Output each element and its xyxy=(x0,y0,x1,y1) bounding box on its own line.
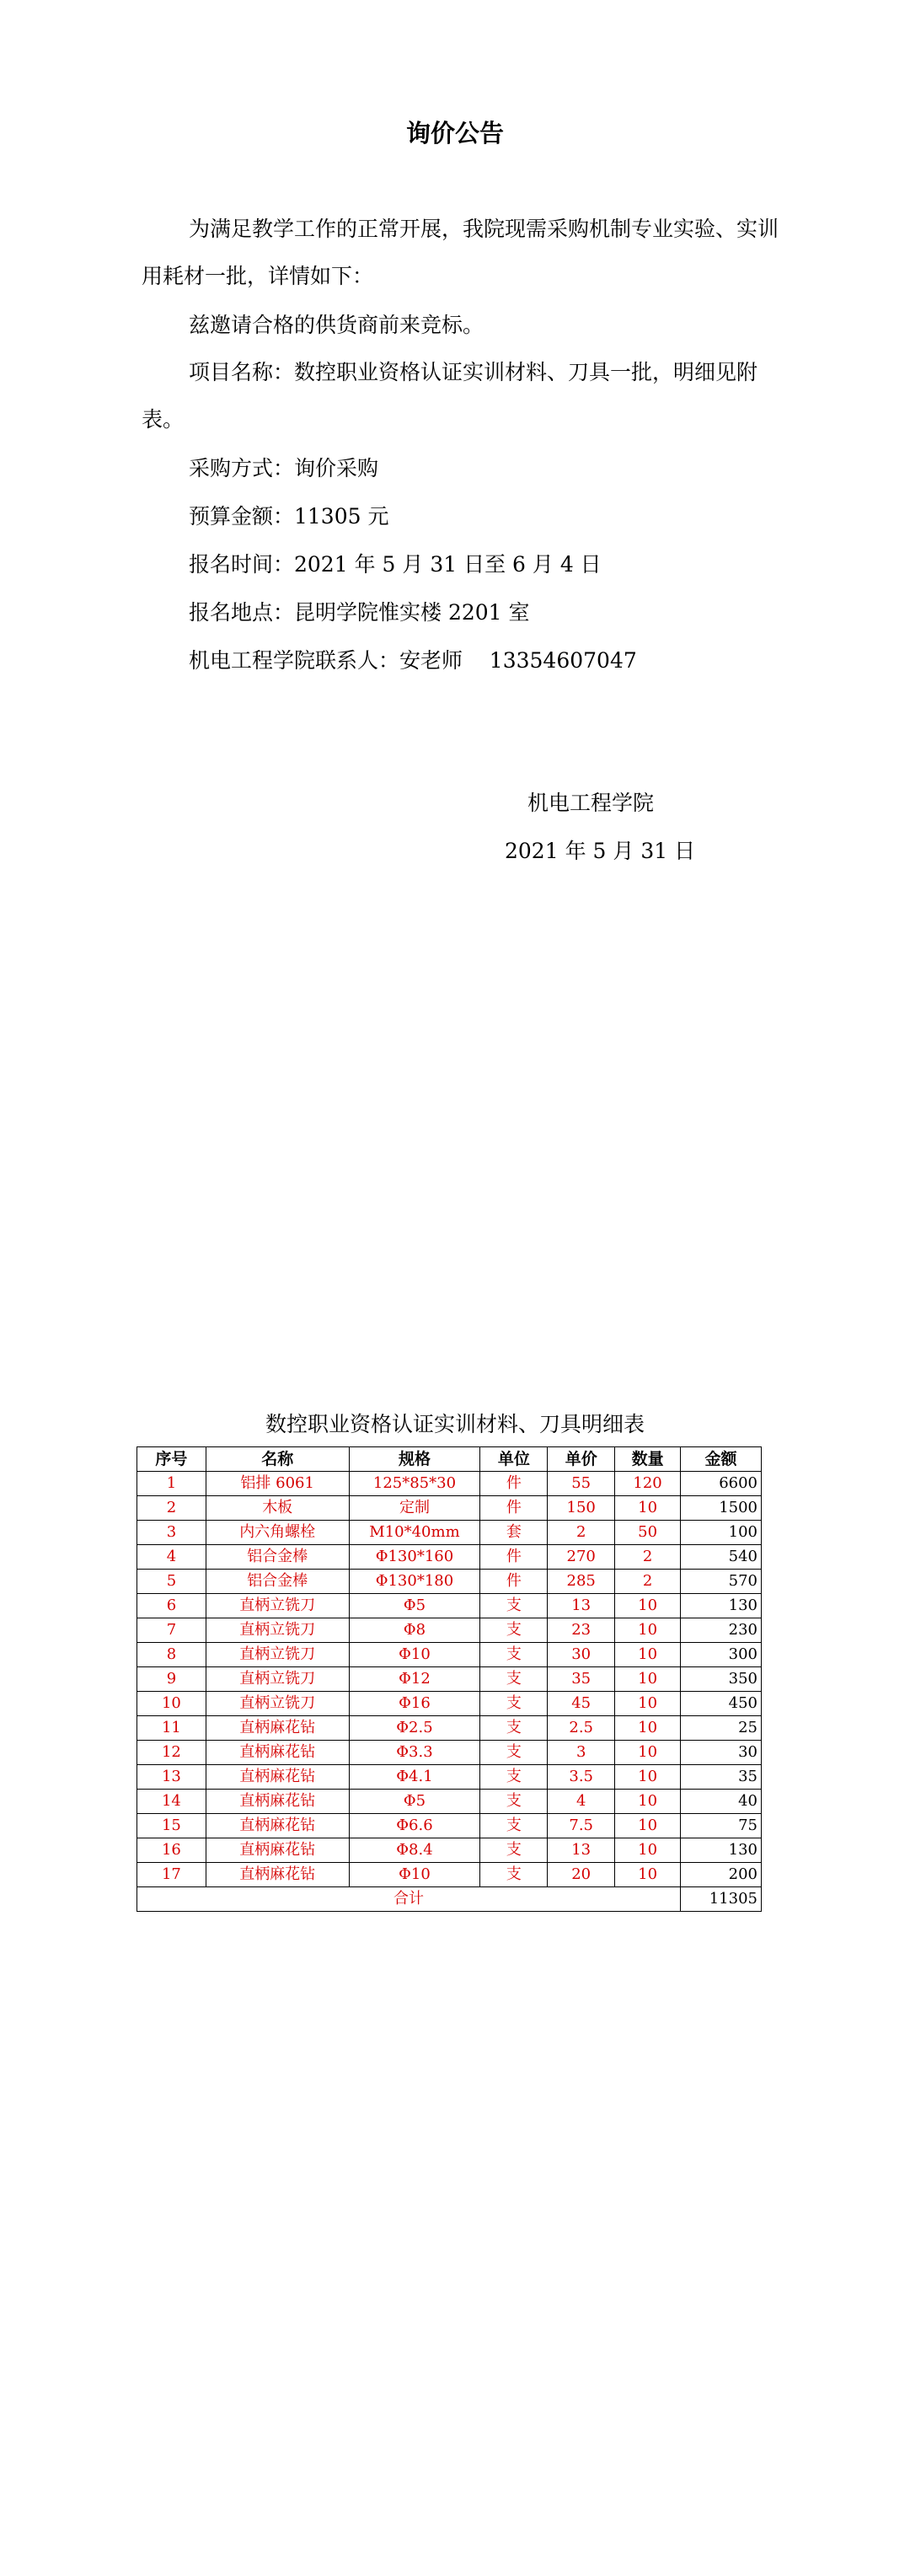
table-row xyxy=(137,1521,762,1545)
contact-line: 机电工程学院联系人：安老师 13354607047 xyxy=(189,648,637,673)
cell-spec: 定制 xyxy=(349,1496,480,1521)
cell-unit: 支 xyxy=(480,1838,548,1863)
cell-price: 45 xyxy=(548,1692,615,1716)
cell-qty: 10 xyxy=(615,1667,681,1692)
cell-unit: 支 xyxy=(480,1667,548,1692)
cell-name: 直柄麻花钻 xyxy=(206,1790,349,1814)
cell-amount: 450 xyxy=(681,1692,762,1716)
cell-index: 8 xyxy=(137,1643,206,1667)
cell-spec: 125*85*30 xyxy=(349,1472,480,1496)
cell-index: 12 xyxy=(137,1741,206,1765)
total-label: 合计 xyxy=(137,1887,681,1912)
cell-price: 150 xyxy=(548,1496,615,1521)
cell-name: 直柄立铣刀 xyxy=(206,1643,349,1667)
cell-spec: Φ12 xyxy=(349,1667,480,1692)
cell-spec: M10*40mm xyxy=(349,1521,480,1545)
cell-index: 5 xyxy=(137,1570,206,1594)
cell-name: 铝合金棒 xyxy=(206,1545,349,1570)
table-header-row xyxy=(137,1447,762,1472)
cell-index: 4 xyxy=(137,1545,206,1570)
table-row xyxy=(137,1716,762,1741)
cell-name: 直柄立铣刀 xyxy=(206,1692,349,1716)
header-price: 单价 xyxy=(548,1447,615,1472)
header-index: 序号 xyxy=(137,1447,206,1472)
cell-index: 9 xyxy=(137,1667,206,1692)
cell-unit: 支 xyxy=(480,1765,548,1790)
cell-index: 7 xyxy=(137,1618,206,1643)
cell-price: 23 xyxy=(548,1618,615,1643)
cell-index: 15 xyxy=(137,1814,206,1838)
cell-amount: 75 xyxy=(681,1814,762,1838)
header-qty: 数量 xyxy=(615,1447,681,1472)
cell-amount: 6600 xyxy=(681,1472,762,1496)
cell-unit: 件 xyxy=(480,1496,548,1521)
table-row xyxy=(137,1838,762,1863)
cell-index: 2 xyxy=(137,1496,206,1521)
cell-name: 直柄麻花钻 xyxy=(206,1838,349,1863)
reg-time-line: 报名时间：2021 年 5 月 31 日至 6 月 4 日 xyxy=(189,552,602,577)
cell-qty: 10 xyxy=(615,1496,681,1521)
cell-unit: 支 xyxy=(480,1643,548,1667)
cell-spec: Φ5 xyxy=(349,1790,480,1814)
cell-spec: Φ130*180 xyxy=(349,1570,480,1594)
cell-qty: 10 xyxy=(615,1692,681,1716)
cell-price: 4 xyxy=(548,1790,615,1814)
cell-amount: 540 xyxy=(681,1545,762,1570)
cell-unit: 支 xyxy=(480,1716,548,1741)
cell-spec: Φ8.4 xyxy=(349,1838,480,1863)
cell-price: 7.5 xyxy=(548,1814,615,1838)
cell-price: 55 xyxy=(548,1472,615,1496)
items-table xyxy=(136,1446,762,1912)
cell-index: 17 xyxy=(137,1863,206,1887)
cell-name: 内六角螺栓 xyxy=(206,1521,349,1545)
cell-qty: 10 xyxy=(615,1618,681,1643)
cell-amount: 350 xyxy=(681,1667,762,1692)
cell-qty: 10 xyxy=(615,1643,681,1667)
cell-spec: Φ8 xyxy=(349,1618,480,1643)
intro-paragraph: 为满足教学工作的正常开展，我院现需采购机制专业实验、实训用耗材一批，详情如下： xyxy=(142,217,779,288)
cell-price: 285 xyxy=(548,1570,615,1594)
cell-name: 直柄立铣刀 xyxy=(206,1594,349,1618)
cell-name: 木板 xyxy=(206,1496,349,1521)
table-row xyxy=(137,1863,762,1887)
cell-index: 13 xyxy=(137,1765,206,1790)
header-amount: 金额 xyxy=(681,1447,762,1472)
invite-line: 兹邀请合格的供货商前来竞标。 xyxy=(189,313,484,337)
cell-price: 3 xyxy=(548,1741,615,1765)
cell-price: 2 xyxy=(548,1521,615,1545)
cell-amount: 200 xyxy=(681,1863,762,1887)
cell-qty: 10 xyxy=(615,1716,681,1741)
cell-unit: 套 xyxy=(480,1521,548,1545)
cell-amount: 300 xyxy=(681,1643,762,1667)
cell-qty: 10 xyxy=(615,1765,681,1790)
table-row xyxy=(137,1765,762,1790)
cell-index: 10 xyxy=(137,1692,206,1716)
cell-amount: 130 xyxy=(681,1838,762,1863)
table-row xyxy=(137,1692,762,1716)
cell-amount: 1500 xyxy=(681,1496,762,1521)
cell-name: 直柄麻花钻 xyxy=(206,1741,349,1765)
cell-qty: 120 xyxy=(615,1472,681,1496)
reg-place-line: 报名地点：昆明学院惟实楼 2201 室 xyxy=(189,600,530,625)
signer: 机电工程学院 xyxy=(527,791,655,815)
total-row xyxy=(137,1887,762,1912)
cell-name: 直柄麻花钻 xyxy=(206,1863,349,1887)
cell-qty: 10 xyxy=(615,1790,681,1814)
cell-spec: Φ10 xyxy=(349,1863,480,1887)
cell-unit: 支 xyxy=(480,1692,548,1716)
cell-index: 14 xyxy=(137,1790,206,1814)
cell-unit: 支 xyxy=(480,1594,548,1618)
cell-name: 铝排 6061 xyxy=(206,1472,349,1496)
table-title: 数控职业资格认证实训材料、刀具明细表 xyxy=(265,1412,645,1436)
cell-unit: 支 xyxy=(480,1790,548,1814)
cell-name: 直柄麻花钻 xyxy=(206,1716,349,1741)
cell-price: 3.5 xyxy=(548,1765,615,1790)
table-row xyxy=(137,1667,762,1692)
cell-price: 20 xyxy=(548,1863,615,1887)
table-row xyxy=(137,1741,762,1765)
cell-qty: 10 xyxy=(615,1741,681,1765)
cell-amount: 230 xyxy=(681,1618,762,1643)
cell-amount: 130 xyxy=(681,1594,762,1618)
cell-price: 13 xyxy=(548,1838,615,1863)
cell-qty: 2 xyxy=(615,1570,681,1594)
cell-amount: 100 xyxy=(681,1521,762,1545)
cell-spec: Φ5 xyxy=(349,1594,480,1618)
cell-spec: Φ10 xyxy=(349,1643,480,1667)
table-row xyxy=(137,1594,762,1618)
cell-price: 13 xyxy=(548,1594,615,1618)
table-row xyxy=(137,1545,762,1570)
cell-spec: Φ3.3 xyxy=(349,1741,480,1765)
header-unit: 单位 xyxy=(480,1447,548,1472)
cell-name: 直柄立铣刀 xyxy=(206,1667,349,1692)
cell-qty: 10 xyxy=(615,1594,681,1618)
cell-amount: 40 xyxy=(681,1790,762,1814)
cell-name: 直柄麻花钻 xyxy=(206,1765,349,1790)
cell-index: 11 xyxy=(137,1716,206,1741)
cell-spec: Φ4.1 xyxy=(349,1765,480,1790)
header-name: 名称 xyxy=(206,1447,349,1472)
cell-index: 6 xyxy=(137,1594,206,1618)
cell-unit: 件 xyxy=(480,1472,548,1496)
cell-amount: 30 xyxy=(681,1741,762,1765)
cell-spec: Φ6.6 xyxy=(349,1814,480,1838)
cell-index: 3 xyxy=(137,1521,206,1545)
cell-price: 2.5 xyxy=(548,1716,615,1741)
cell-qty: 10 xyxy=(615,1814,681,1838)
total-value: 11305 xyxy=(681,1887,762,1912)
cell-amount: 570 xyxy=(681,1570,762,1594)
project-paragraph: 项目名称：数控职业资格认证实训材料、刀具一批，明细见附表。 xyxy=(142,360,758,432)
table-row xyxy=(137,1472,762,1496)
cell-spec: Φ16 xyxy=(349,1692,480,1716)
budget-line: 预算金额：11305 元 xyxy=(189,504,389,529)
cell-qty: 2 xyxy=(615,1545,681,1570)
page-title: 询价公告 xyxy=(405,119,504,148)
cell-name: 铝合金棒 xyxy=(206,1570,349,1594)
table-row xyxy=(137,1618,762,1643)
table-row xyxy=(137,1814,762,1838)
cell-spec: Φ130*160 xyxy=(349,1545,480,1570)
cell-amount: 25 xyxy=(681,1716,762,1741)
cell-spec: Φ2.5 xyxy=(349,1716,480,1741)
cell-amount: 35 xyxy=(681,1765,762,1790)
table-row xyxy=(137,1643,762,1667)
cell-index: 1 xyxy=(137,1472,206,1496)
cell-unit: 支 xyxy=(480,1863,548,1887)
header-spec: 规格 xyxy=(349,1447,480,1472)
table-row xyxy=(137,1496,762,1521)
cell-qty: 10 xyxy=(615,1863,681,1887)
cell-price: 270 xyxy=(548,1545,615,1570)
cell-price: 30 xyxy=(548,1643,615,1667)
table-row xyxy=(137,1790,762,1814)
cell-unit: 支 xyxy=(480,1814,548,1838)
cell-unit: 件 xyxy=(480,1545,548,1570)
cell-qty: 50 xyxy=(615,1521,681,1545)
cell-unit: 件 xyxy=(480,1570,548,1594)
cell-unit: 支 xyxy=(480,1618,548,1643)
cell-name: 直柄麻花钻 xyxy=(206,1814,349,1838)
cell-price: 35 xyxy=(548,1667,615,1692)
cell-unit: 支 xyxy=(480,1741,548,1765)
method-line: 采购方式：询价采购 xyxy=(189,456,379,480)
cell-index: 16 xyxy=(137,1838,206,1863)
sign-date: 2021 年 5 月 31 日 xyxy=(505,839,696,863)
cell-name: 直柄立铣刀 xyxy=(206,1618,349,1643)
table-row xyxy=(137,1570,762,1594)
cell-qty: 10 xyxy=(615,1838,681,1863)
